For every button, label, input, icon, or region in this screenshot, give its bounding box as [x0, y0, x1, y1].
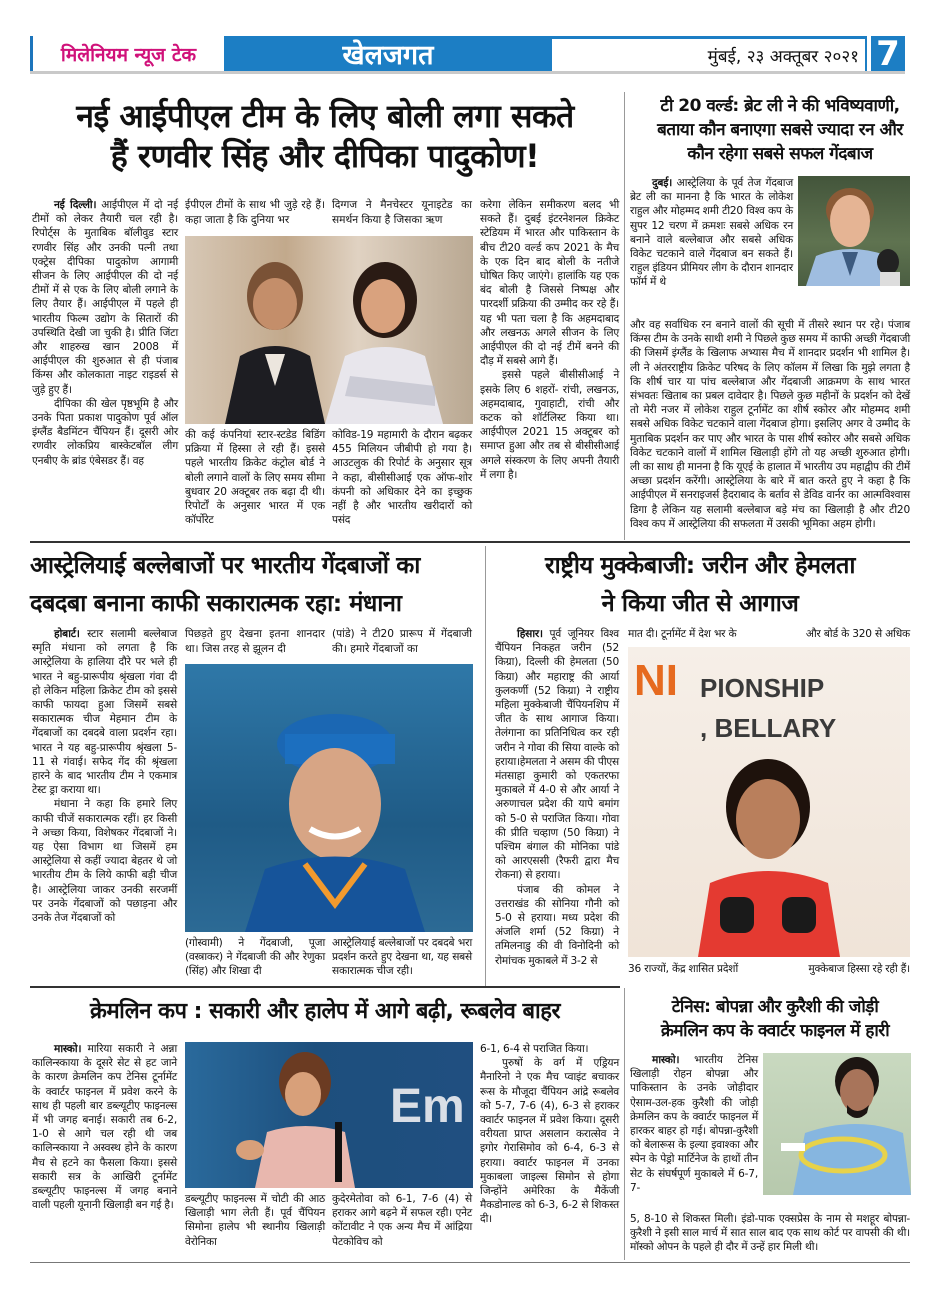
column-divider: [624, 92, 625, 540]
page-bottom-rule: [30, 1262, 910, 1263]
svg-text:PIONSHIP: PIONSHIP: [700, 673, 825, 703]
couple-illustration: [185, 236, 473, 424]
page-number: 7: [867, 36, 905, 71]
mandhana-col2-top: पिछड़ते हुए देखना इतना शानदार था। जिस तरह से झूलन दी: [185, 628, 325, 656]
section-divider: [30, 986, 620, 988]
ipl-headline-line2: हैं रणवीर सिंह और दीपिका पादुकोण!: [110, 137, 540, 175]
bopanna-headline-line2: क्रेमलिन कप के क्वार्टर फाइनल में हारी: [660, 1021, 890, 1041]
boxing-col1-p1: पूर्व जूनियर विश्व चैंपियन निकहत जरीन (52 किग्रा), दिल्ली की हेमलता (50 किग्रा) और महाराष्ट्र की आर्या कुलकर्णी (52 किग्रा) ने राष्ट्रीय महिला मुक्केबाजी चैंपियनशिप में जीत के साथ आगाज किया। तेलंगाना का प्रतिनिधित्व कर रही जरीन ने गोवा की सिया वाल्के को हराया।हेमलता ने असम की पीएस मंतसाहा कुमारी को एकतरफा मुकाबले में 4-0 से और आर्या ने अरुणाचल प्रदेश की यापे बमांग को 5-0 से पराजित किया। गोवा की प्रीति चव्हाण (50 किग्रा) ने पश्चिम बंगाल की मोनिका पांडे को आरएससी (रैफरी द्वारा मैच रोकना) से हराया।: [495, 628, 620, 882]
boxing-headline: [490, 546, 910, 622]
ipl-col1: [32, 198, 178, 468]
svg-text:, BELLARY: , BELLARY: [700, 713, 837, 743]
brett-lee-body-wrap-text: आस्ट्रेलिया के पूर्व तेज गेंदबाज ब्रेट ली का मानना है कि भारत के लोकेश राहुल और मोहम्मद शमी टी20 विश्व कप के सुपर 12 चरण में क्रमशः सबसे अधिक रन बनाने वाले बल्लेबाज और सबसे अधिक विकेट चटकाने वाले गेंदबाज बन सकते हैं। राहुल इंडियन प्रीमियर लीग के दौरान शानदार फॉर्म में थे: [630, 177, 793, 289]
mandhana-col1: [32, 627, 177, 925]
boxing-col1-p2: पंजाब की कोमल ने उत्तराखंड की सोनिया गौनी को 5-0 से हराया। मध्य प्रदेश की अंजलि शर्मा (52 किग्रा) ने तमिलनाडु की वी विनोदिनी को रोमांचक मुकाबले में 3-2 से: [495, 883, 619, 967]
sakkari-photo: [185, 1042, 473, 1188]
brett-lee-photo: [798, 176, 910, 286]
tennis-player-illustration: [185, 1042, 473, 1188]
mandhana-headline: [30, 546, 480, 622]
kremlin-col1: [32, 1042, 177, 1212]
mandhana-col3-bottom: आस्ट्रेलियाई बल्लेबाजों पर दबदबे भरा प्रदर्शन करते हुए देखना था, यह सबसे सकारात्मक चीज रही।: [332, 937, 472, 978]
bopanna-headline: [630, 995, 920, 1043]
mandhana-col1-p2: मंधाना ने कहा कि हमारे लिए काफी चीजें सकारात्मक रहीं। हर किसी ने अच्छा किया, विशेषकर गेंदबाजों ने। यह ऐसा विभाग था जिसमें हम आस्ट्रेलिया से कहीं ज्यादा बेहतर थे जो भारतीय टीम के लिये काफी बड़ी चीज है। आस्ट्रेलिया जाकर उनकी सरजमीं पर उनके गेंदबाजों को पछाड़ना और उनके तेज गेंदबाजों को: [32, 798, 177, 925]
cricketer-illustration: [185, 664, 473, 932]
kremlin-col3-bottom: कुदेरमेतोवा को 6-1, 7-6 (4) से हराकर आगे बढ़ने में सफल रही। एनेट कोंटावीट ने एक अन्य मैच में आंद्रिया पेटकोविच को: [332, 1193, 472, 1248]
ipl-col4: [480, 198, 619, 482]
ipl-headline-line1: नई आईपीएल टीम के लिए बोली लगा सकते: [76, 97, 574, 135]
boxing-col2-top-b: और बोर्ड के 320 से अधिक: [805, 628, 910, 640]
ipl-col4-p1: करेगा लेकिन समीकरण बलद भी सकते हैं। दुबई इंटरनेशनल क्रिकेट स्टेडियम में भारत और पाकिस्तान के बीच टी20 वर्ल्ड कप 2021 के मैच के एक दिन बाद बोली के नतीजे घोषित किए जाएंगे। हालांकि यह एक बंद बोली है जिससे निष्पक्ष और पारदर्शी प्रक्रिया की उम्मीद कर रहे हैं। यह भी पता चला है कि अहमदाबाद और लखनऊ अगले सीजन के लिए आईपीएल की दो नई टीमें बनने की दौड़ में सबसे आगे हैं।: [480, 199, 619, 368]
boxing-dateline: हिसार।: [517, 628, 543, 640]
column-divider: [624, 988, 625, 1260]
mandhana-col1-p1: स्टार सलामी बल्लेबाज स्मृति मंधाना को लगता है कि आस्ट्रेलिया के हालिया दौरे पर भले ही भारत ने बहु-प्रारूपीय श्रृंखला गंवा दी हो लेकिन महिला क्रिकेट टीम को इससे काफी फायदा हुआ जिसमें सबसे सकारात्मक चीज मेहमान टीम के गेंदबाजों का दबदबे वाला प्रदर्शन रहा। भारत ने यह बहु-प्रारूपीय श्रृंखला 5-11 से गंवाई। सफेद गेंद की श्रृंखला हारने के बाद भारतीय टीम ने एकमात्र टेस्ट ड्रा कराया था।: [32, 628, 177, 797]
kremlin-col1-text: मारिया सकारी ने अन्ना कालिन्स्काया के दूसरे सेट से हट जाने के कारण क्रेमलिन कप टेनिस टूर्नामेंट के क्वार्टर फाइनल में प्रवेश करने के साथ ही पहली बार डब्ल्यूटीए फाइनल्स में भी जगह बनाई। सकारी तब 6-2, 1-0 से आगे चल रही थी जब कालिन्स्काया ने अस्वस्थ होने के कारण मैच से हटने का फैसला किया। इससे सकारी सत्र के आखिरी टूर्नामेंट डब्ल्यूटीए फाइनल्स में जगह बनाने वाली पहली यूनानी खिलाड़ी बन गई है।: [32, 1043, 178, 1212]
kremlin-headline: क्रेमलिन कप : सकारी और हालेप में आगे बढ़ी, रूबलेव बाहर: [90, 999, 560, 1024]
brett-lee-dateline: दुबई।: [652, 177, 673, 189]
brett-lee-body-wrap: [630, 176, 793, 290]
ipl-col3-bottom: कोविड-19 महामारी के दौरान बढ़कर 455 मिलियन जीबीपी हो गया है। आउटलुक की रिपोर्ट के अनुसार सूत्र ने कहा, बीसीसीआई एक ऑफ-शोर कंपनी को अधिकार देने का इच्छुक नहीं है और भारतीय खरीदारों को पसंद: [332, 429, 472, 527]
column-divider: [485, 546, 486, 986]
svg-text:Em: Em: [390, 1080, 465, 1133]
kremlin-col4-p2: पुरुषों के वर्ग में एड्रियन मैनारिनो ने एक मैच प्वाइंट बचाकर रूस के मौजूदा चैंपियन आंद्रे रूबलेव को 5-7, 7-6 (4), 6-3 से हराकर क्वार्टर फाइनल में प्रवेश किया। दूसरी वरीयता प्राप्त असलान करात्सेव ने इगोर गेरासिमोव को 6-4, 6-3 से हराया। क्वार्टर फाइनल में उनका मुकाबला जाइल्स सिमोन से होगा जिन्होंने अमेरिका के मैकेंजी मैकडोनाल्ड को 6-3, 6-2 से शिकस्त दी।: [480, 1057, 619, 1226]
boxing-col1: [495, 627, 619, 968]
mandhana-col2-bottom: (गोस्वामी) ने गेंदबाजी, पूजा (वस्त्राकर) ने गेंदबाजी की और रेणुका (सिंह) और शिखा दी: [185, 937, 325, 978]
boxer-illustration: [628, 647, 910, 957]
section-title: खेलजगत: [224, 36, 552, 71]
kremlin-col4: [480, 1042, 619, 1227]
bopanna-body-wrap: [630, 1053, 758, 1195]
mandhana-col3-top: (पांडे) ने टी20 प्रारूप में गेंदबाजी की। हमारे गेंदबाजों का: [332, 628, 472, 656]
publication-name: मिलेनियम न्यूज टेक: [30, 36, 224, 71]
ipl-col2-top: ईपीएल टीमों के साथ भी जुड़े रहे हैं। कहा जाता है कि दुनिया भर: [185, 199, 325, 227]
bopanna-headline-line1: टेनिस: बोपन्ना और कुरैशी की जोड़ी: [671, 997, 879, 1017]
mandhana-headline-line1: आस्ट्रेलियाई बल्लेबाजों पर भारतीय गेंदबाजों का: [30, 551, 420, 579]
mandhana-dateline: होबार्ट।: [54, 628, 80, 640]
brett-lee-body-full: और वह सर्वाधिक रन बनाने वालों की सूची में तीसरे स्थान पर रहे। पंजाब किंग्स टीम के उनके साथी शमी ने पिछले कुछ समय में काफी अच्छी गेंदबाजी की जिसमें इंग्लैंड के खिलाफ अभ्यास मैच में शानदार प्रदर्शन भी शामिल है। ली ने अंतरराष्ट्रीय क्रिकेट परिषद के लिए कॉलम में लिखा कि मुझे लगता है कि शीर्ष चार या पांच बल्लेबाज और गेंदबाजी आक्रमण के साथ भारत संभवतः खिताब का प्रबल दावेदार है। पिछले कुछ महीनों के प्रदर्शन को देखें तो मेरी नजर में लोकेश राहुल टूर्नामेंट का शीर्ष स्कोरर और मोहम्मद शमी सबसे अधिक विकेट चटकाने वाला गेंदबाज होगा। इसलिए अगर वे उम्मीद के मुताबिक प्रदर्शन कर पाए और भारत के पास शीर्ष स्कोरर और सबसे अधिक विकेट चटकाने वालों में शामिल खिलाड़ी होंगे तो यह अच्छी शुरुआत होगी। ली का साथ ही मानना है कि यूएई के हालात में भारतीय उप महाद्वीप की टीमें अच्छा प्रदर्शन करेंगी। आस्ट्रेलिया के बारे में बात करते हुए ने कहा है कि आईपीएल में सनराइजर्स हैदराबाद के बर्ताव से डेविड वार्नर का आत्मविश्वास डिगा है लेकिन यह सलामी बल्लेबाज बड़े मंच का खिलाड़ी है और टी20 विश्व कप में आस्ट्रेलिया की सफलता में उसकी भूमिका अहम होगी।: [630, 319, 910, 530]
boxing-col2-top: [628, 627, 910, 641]
boxing-col2-bottom: [628, 962, 910, 976]
svg-text:NI: NI: [634, 656, 678, 705]
ipl-col4-p2: इससे पहले बीसीसीआई ने इसके लिए 6 शहरों- रांची, लखनऊ, अहमदाबाद, गुवाहाटी, रांची और कटक को शॉर्टलिस्ट किया था। आईपीएल 2021 15 अक्टूबर को समाप्त हुआ और तब से बीसीसीआई अगले संस्करण के लिए अपनी तैयारी में लगा है।: [480, 369, 619, 481]
boxing-headline-line2: ने किया जीत से आगाज: [601, 589, 799, 617]
ipl-col1-p2: दीपिका की खेल पृष्ठभूमि है और उनके पिता प्रकाश पादुकोण पूर्व ऑल इंग्लैंड बैडमिंटन चैंपियन हैं। दूसरी ओर रणवीर लोकप्रिय बास्केटबॉल लीग एनबीए के ब्रांड एंबेसडर हैं। वह: [32, 397, 178, 467]
ranveer-deepika-photo: [185, 236, 473, 424]
masthead: [30, 33, 905, 74]
ipl-col1-p1: आईपीएल में दो नई टीमों को लेकर तैयारी चल रही है। रिपोर्ट्स के मुताबिक बॉलीवुड स्टार रणवीर सिंह और उनकी पत्नी तथा एक्ट्रेस दीपिका पादुकोण आगामी सीजन के लिए आईपीएल की दो नई टीमों में से एक के लिए बोली लगाने के लिए तैयार हैं। आईपीएल में पहले ही भारतीय फिल्म उद्योग के सितारों की उपस्थिति देखी जा चुकी है। प्रीति जिंटा और शाहरुख खान 2008 में आईपीएल की शुरुआत से ही पंजाब किंग्स और कोलकाता नाइट राइडर्स से जुड़े हुए हैं।: [32, 199, 178, 396]
boxing-col2-top-a: मात दी। टूर्नामेंट में देश भर के: [628, 628, 737, 640]
boxer-photo: [628, 647, 910, 957]
kremlin-col2-bottom: डब्ल्यूटीए फाइनल्स में चोटी की आठ खिलाड़ी भाग लेती हैं। पूर्व चैंपियन सिमोना हालेप भी स्थानीय खिलाड़ी वेरोनिका: [185, 1193, 325, 1248]
boxing-headline-line1: राष्ट्रीय मुक्केबाजी: जरीन और हेमलता: [545, 551, 855, 579]
brett-lee-headline: [630, 94, 930, 166]
brett-lee-headline-line2: बताया कौन बनाएगा सबसे ज्यादा रन और: [657, 120, 903, 140]
mandhana-headline-line2: दबदबा बनाना काफी सकारात्मक रहा: मंधाना: [30, 589, 402, 617]
boxing-col2-bottom-a: 36 राज्यों, केंद्र शासित प्रदेशों: [628, 963, 738, 975]
section-divider: [30, 541, 910, 543]
brett-lee-headline-line1: टी 20 वर्ल्ड: ब्रेट ली ने की भविष्यवाणी,: [660, 96, 900, 116]
kremlin-dateline: मास्को।: [54, 1043, 82, 1055]
ipl-col2-bottom: की कई कंपनियां स्टार-स्टडेड बिडिंग प्रक्रिया में हिस्सा ले रही हैं। इससे पहले भारतीय क्रिकेट कंट्रोल बोर्ड ने बोली लगाने वालों के लिए समय सीमा बुधवार 20 अक्टूबर तक बढ़ा दी थी। रिपोर्टों के अनुसार भारत में एक कॉर्पोरेट: [185, 429, 325, 527]
bopanna-body-wrap-text: भारतीय टेनिस खिलाड़ी रोहन बोपन्ना और पाकिस्तान के उनके जोड़ीदार ऐसाम-उल-हक कुरैशी की जोड़ी क्रेमलिन कप के क्वार्टर फाइनल में हारकर बाहर हो गई। बोपन्ना-कुरैशी को बेलारूस के इल्या इवाश्का और स्पेन के पेड्रो मार्टिनेज के हाथों तीन सेट के संघर्षपूर्ण मुकाबले में 6-7, 7-: [630, 1054, 758, 1194]
kremlin-col4-p1: 6-1, 6-4 से पराजित किया।: [480, 1043, 589, 1055]
bopanna-photo: [763, 1053, 911, 1195]
bopanna-body-full: 5, 8-10 से शिकस्त मिली। इंडो-पाक एक्सप्रेस के नाम से मशहूर बोपन्ना-कुरैशी ने इसी साल मार्च में सात साल बाद एक साथ कोर्ट पर वापसी की थी। मॉस्को ओपन के पहले ही दौर में उन्हें हार मिली थी।: [630, 1213, 910, 1254]
boxing-col2-bottom-b: मुक्केबाज हिस्सा रहे रही हैं।: [808, 963, 910, 975]
bopanna-dateline: मास्को।: [652, 1054, 680, 1066]
brett-lee-headline-line3: कौन रहेगा सबसे सफल गेंदबाज: [687, 144, 873, 164]
ipl-headline: [30, 96, 620, 176]
mandhana-photo: [185, 664, 473, 932]
portrait-illustration: [798, 176, 910, 286]
ipl-col3-top: दिग्गज ने मैनचेस्टर यूनाइटेड का समर्थन किया है जिसका ऋण: [332, 199, 472, 227]
dateline-date: मुंबई, २३ अक्तूबर २०२१: [552, 36, 867, 71]
ipl-dateline: नई दिल्ली।: [54, 199, 97, 211]
tennis-player-illustration: [763, 1053, 911, 1195]
